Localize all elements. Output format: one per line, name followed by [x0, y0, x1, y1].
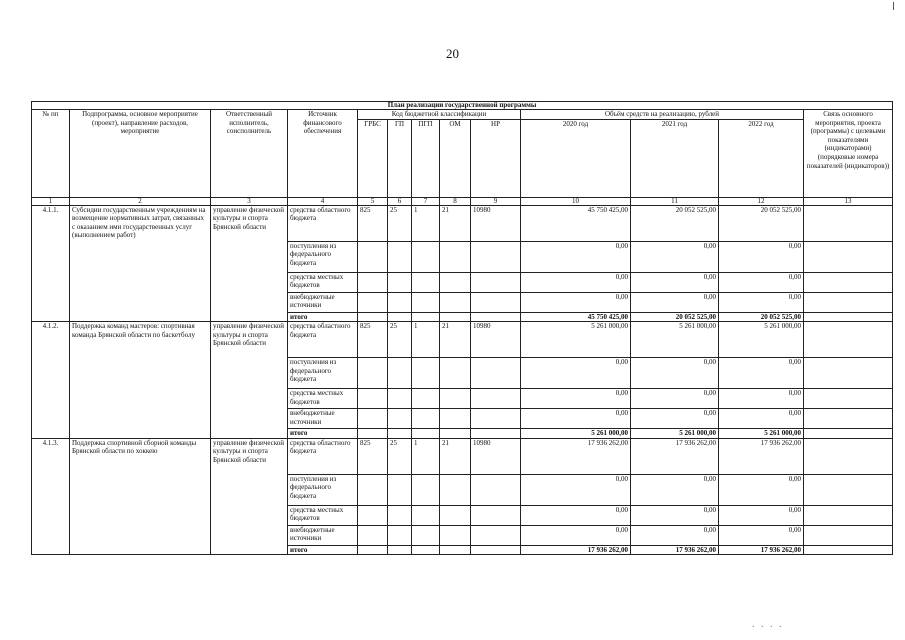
plan-table — [31, 101, 893, 555]
code-empty — [358, 389, 388, 409]
code-om: 21 — [440, 205, 471, 241]
column-number: 3 — [211, 197, 288, 205]
code-empty — [412, 292, 440, 312]
amount-2020: 0,00 — [521, 292, 631, 312]
header-funding: Объём средств на реализацию, рублей — [521, 110, 804, 120]
code-om: 21 — [440, 438, 471, 474]
code-empty — [412, 389, 440, 409]
indicator-link-cell — [804, 429, 893, 439]
funding-source-label: средства местных бюджетов — [288, 389, 358, 409]
indicator-link-cell — [804, 505, 893, 525]
amount-2022: 20 052 525,00 — [719, 312, 804, 322]
code-nr: 10980 — [471, 322, 521, 358]
code-nr: 10980 — [471, 205, 521, 241]
amount-2022: 0,00 — [719, 474, 804, 505]
item-name: Поддержка команд мастеров: спортивная команда Брянской области по баскетболу — [70, 322, 211, 439]
code-empty — [358, 525, 388, 545]
code-empty — [358, 358, 388, 389]
code-empty — [412, 429, 440, 439]
code-empty — [412, 272, 440, 292]
header-no: № пп — [32, 110, 70, 198]
code-grbs: 825 — [358, 205, 388, 241]
indicator-link-cell — [804, 389, 893, 409]
amount-2021: 0,00 — [631, 241, 719, 272]
funding-source-label: внебюджетные источники — [288, 409, 358, 429]
code-empty — [358, 272, 388, 292]
amount-2021: 20 052 525,00 — [631, 312, 719, 322]
funding-source-label: средства областного бюджета — [288, 438, 358, 474]
amount-2020: 17 936 262,00 — [521, 545, 631, 555]
code-empty — [440, 292, 471, 312]
amount-2020: 5 261 000,00 — [521, 322, 631, 358]
code-empty — [388, 545, 412, 555]
column-number: 9 — [471, 197, 521, 205]
code-empty — [388, 409, 412, 429]
table-title: План реализации государственной программы — [32, 102, 893, 110]
code-empty — [471, 389, 521, 409]
funding-source-label: средства областного бюджета — [288, 205, 358, 241]
header-responsible: Ответственный исполнитель, соисполнитель — [211, 110, 288, 198]
column-number: 1 — [32, 197, 70, 205]
column-number: 6 — [388, 197, 412, 205]
code-empty — [471, 429, 521, 439]
code-empty — [388, 312, 412, 322]
table-row — [32, 322, 893, 358]
amount-2021: 0,00 — [631, 272, 719, 292]
column-number: 13 — [804, 197, 893, 205]
header-year-2020: 2020 год — [521, 119, 631, 197]
code-empty — [358, 429, 388, 439]
code-pgp: 1 — [412, 205, 440, 241]
amount-2020: 0,00 — [521, 505, 631, 525]
code-empty — [440, 525, 471, 545]
header-year-2022: 2022 год — [719, 119, 804, 197]
code-empty — [471, 525, 521, 545]
code-empty — [358, 474, 388, 505]
funding-source-label: поступления из федерального бюджета — [288, 474, 358, 505]
column-number: 8 — [440, 197, 471, 205]
code-empty — [388, 389, 412, 409]
amount-2020: 45 750 425,00 — [521, 205, 631, 241]
code-empty — [412, 525, 440, 545]
column-number: 4 — [288, 197, 358, 205]
funding-source-label: внебюджетные источники — [288, 525, 358, 545]
code-empty — [412, 545, 440, 555]
amount-2022: 0,00 — [719, 358, 804, 389]
code-gp: 25 — [388, 438, 412, 474]
indicator-link-cell — [804, 292, 893, 312]
header-subprogram: Подпрограмма, основное мероприятие (проект), направление расходов, мероприятие — [70, 110, 211, 198]
indicator-link-cell — [804, 205, 893, 241]
code-om: 21 — [440, 322, 471, 358]
amount-2020: 0,00 — [521, 241, 631, 272]
table-row — [32, 438, 893, 474]
amount-2020: 45 750 425,00 — [521, 312, 631, 322]
code-empty — [440, 389, 471, 409]
code-empty — [358, 292, 388, 312]
funding-source-label: итого — [288, 312, 358, 322]
code-empty — [388, 358, 412, 389]
header-source: Источник финансового обеспечения — [288, 110, 358, 198]
indicator-link-cell — [804, 438, 893, 474]
scan-edge-mark — [893, 2, 894, 10]
code-empty — [440, 429, 471, 439]
column-number: 12 — [719, 197, 804, 205]
code-empty — [388, 272, 412, 292]
code-empty — [471, 505, 521, 525]
amount-2020: 0,00 — [521, 525, 631, 545]
code-empty — [471, 409, 521, 429]
header-year-2021: 2021 год — [631, 119, 719, 197]
amount-2021: 17 936 262,00 — [631, 545, 719, 555]
code-empty — [358, 409, 388, 429]
amount-2021: 0,00 — [631, 292, 719, 312]
funding-source-label: итого — [288, 545, 358, 555]
code-empty — [358, 241, 388, 272]
amount-2021: 0,00 — [631, 409, 719, 429]
code-pgp: 1 — [412, 438, 440, 474]
amount-2022: 5 261 000,00 — [719, 322, 804, 358]
item-name: Поддержка спортивной сборной команды Брянской области по хоккею — [70, 438, 211, 555]
funding-source-label: внебюджетные источники — [288, 292, 358, 312]
footer-marks: . . . . — [752, 619, 784, 630]
amount-2021: 0,00 — [631, 474, 719, 505]
item-name: Субсидии государственным учреждениям на возмещение нормативных затрат, связанных с оказанием ими государственных услуг (выполнением работ) — [70, 205, 211, 322]
header-code-nr: НР — [471, 119, 521, 197]
indicator-link-cell — [804, 312, 893, 322]
amount-2022: 0,00 — [719, 272, 804, 292]
code-empty — [471, 272, 521, 292]
code-gp: 25 — [388, 205, 412, 241]
code-empty — [388, 525, 412, 545]
indicator-link-cell — [804, 322, 893, 358]
code-empty — [388, 241, 412, 272]
indicator-link-cell — [804, 272, 893, 292]
code-empty — [412, 358, 440, 389]
amount-2022: 0,00 — [719, 505, 804, 525]
header-code-om: ОМ — [440, 119, 471, 197]
code-pgp: 1 — [412, 322, 440, 358]
code-empty — [388, 292, 412, 312]
code-empty — [440, 474, 471, 505]
amount-2020: 0,00 — [521, 358, 631, 389]
amount-2021: 0,00 — [631, 505, 719, 525]
amount-2021: 0,00 — [631, 525, 719, 545]
code-empty — [471, 312, 521, 322]
indicator-link-cell — [804, 358, 893, 389]
header-indicator-link: Связь основного мероприятия, проекта (программы) с целевыми показателями (индикаторами) (порядковые номера показателей (индикаторов)) — [804, 110, 893, 198]
amount-2021: 0,00 — [631, 389, 719, 409]
indicator-link-cell — [804, 409, 893, 429]
amount-2022: 0,00 — [719, 389, 804, 409]
code-empty — [412, 505, 440, 525]
code-empty — [412, 241, 440, 272]
code-empty — [471, 358, 521, 389]
page-number: 20 — [446, 46, 459, 61]
code-empty — [358, 312, 388, 322]
code-empty — [440, 409, 471, 429]
funding-source-label: средства областного бюджета — [288, 322, 358, 358]
code-empty — [412, 312, 440, 322]
amount-2020: 17 936 262,00 — [521, 438, 631, 474]
funding-source-label: средства местных бюджетов — [288, 272, 358, 292]
code-empty — [440, 241, 471, 272]
code-empty — [412, 474, 440, 505]
column-number: 7 — [412, 197, 440, 205]
amount-2021: 5 261 000,00 — [631, 322, 719, 358]
funding-source-label: итого — [288, 429, 358, 439]
header-code-gp: ГП — [388, 119, 412, 197]
column-number: 10 — [521, 197, 631, 205]
indicator-link-cell — [804, 545, 893, 555]
amount-2022: 0,00 — [719, 525, 804, 545]
item-responsible: управление физической культуры и спорта Брянской области — [211, 322, 288, 439]
code-empty — [412, 409, 440, 429]
item-responsible: управление физической культуры и спорта Брянской области — [211, 205, 288, 322]
code-grbs: 825 — [358, 438, 388, 474]
amount-2022: 0,00 — [719, 409, 804, 429]
header-code-grbs: ГРБС — [358, 119, 388, 197]
code-empty — [388, 429, 412, 439]
code-empty — [440, 272, 471, 292]
header-budget-codes: Код бюджетной классификации — [358, 110, 521, 120]
indicator-link-cell — [804, 525, 893, 545]
funding-source-label: поступления из федерального бюджета — [288, 358, 358, 389]
amount-2021: 17 936 262,00 — [631, 438, 719, 474]
code-empty — [471, 241, 521, 272]
code-empty — [388, 474, 412, 505]
amount-2020: 0,00 — [521, 474, 631, 505]
amount-2020: 0,00 — [521, 409, 631, 429]
column-number: 11 — [631, 197, 719, 205]
column-number: 5 — [358, 197, 388, 205]
amount-2020: 0,00 — [521, 272, 631, 292]
code-empty — [388, 505, 412, 525]
code-empty — [440, 358, 471, 389]
code-empty — [471, 545, 521, 555]
column-number: 2 — [70, 197, 211, 205]
item-number: 4.1.3. — [32, 438, 70, 555]
indicator-link-cell — [804, 474, 893, 505]
code-empty — [471, 292, 521, 312]
column-number-row — [32, 197, 893, 205]
funding-source-label: средства местных бюджетов — [288, 505, 358, 525]
code-gp: 25 — [388, 322, 412, 358]
code-empty — [358, 505, 388, 525]
header-code-pgp: ПГП — [412, 119, 440, 197]
funding-source-label: поступления из федерального бюджета — [288, 241, 358, 272]
code-empty — [358, 545, 388, 555]
amount-2020: 0,00 — [521, 389, 631, 409]
amount-2021: 5 261 000,00 — [631, 429, 719, 439]
amount-2022: 0,00 — [719, 241, 804, 272]
amount-2022: 0,00 — [719, 292, 804, 312]
amount-2022: 17 936 262,00 — [719, 545, 804, 555]
amount-2020: 5 261 000,00 — [521, 429, 631, 439]
amount-2021: 0,00 — [631, 358, 719, 389]
amount-2022: 17 936 262,00 — [719, 438, 804, 474]
amount-2022: 5 261 000,00 — [719, 429, 804, 439]
amount-2021: 20 052 525,00 — [631, 205, 719, 241]
item-number: 4.1.1. — [32, 205, 70, 322]
item-number: 4.1.2. — [32, 322, 70, 439]
code-empty — [471, 474, 521, 505]
code-grbs: 825 — [358, 322, 388, 358]
code-empty — [440, 312, 471, 322]
amount-2022: 20 052 525,00 — [719, 205, 804, 241]
code-empty — [440, 545, 471, 555]
code-nr: 10980 — [471, 438, 521, 474]
item-responsible: управление физической культуры и спорта Брянской области — [211, 438, 288, 555]
table-row — [32, 205, 893, 241]
code-empty — [440, 505, 471, 525]
indicator-link-cell — [804, 241, 893, 272]
